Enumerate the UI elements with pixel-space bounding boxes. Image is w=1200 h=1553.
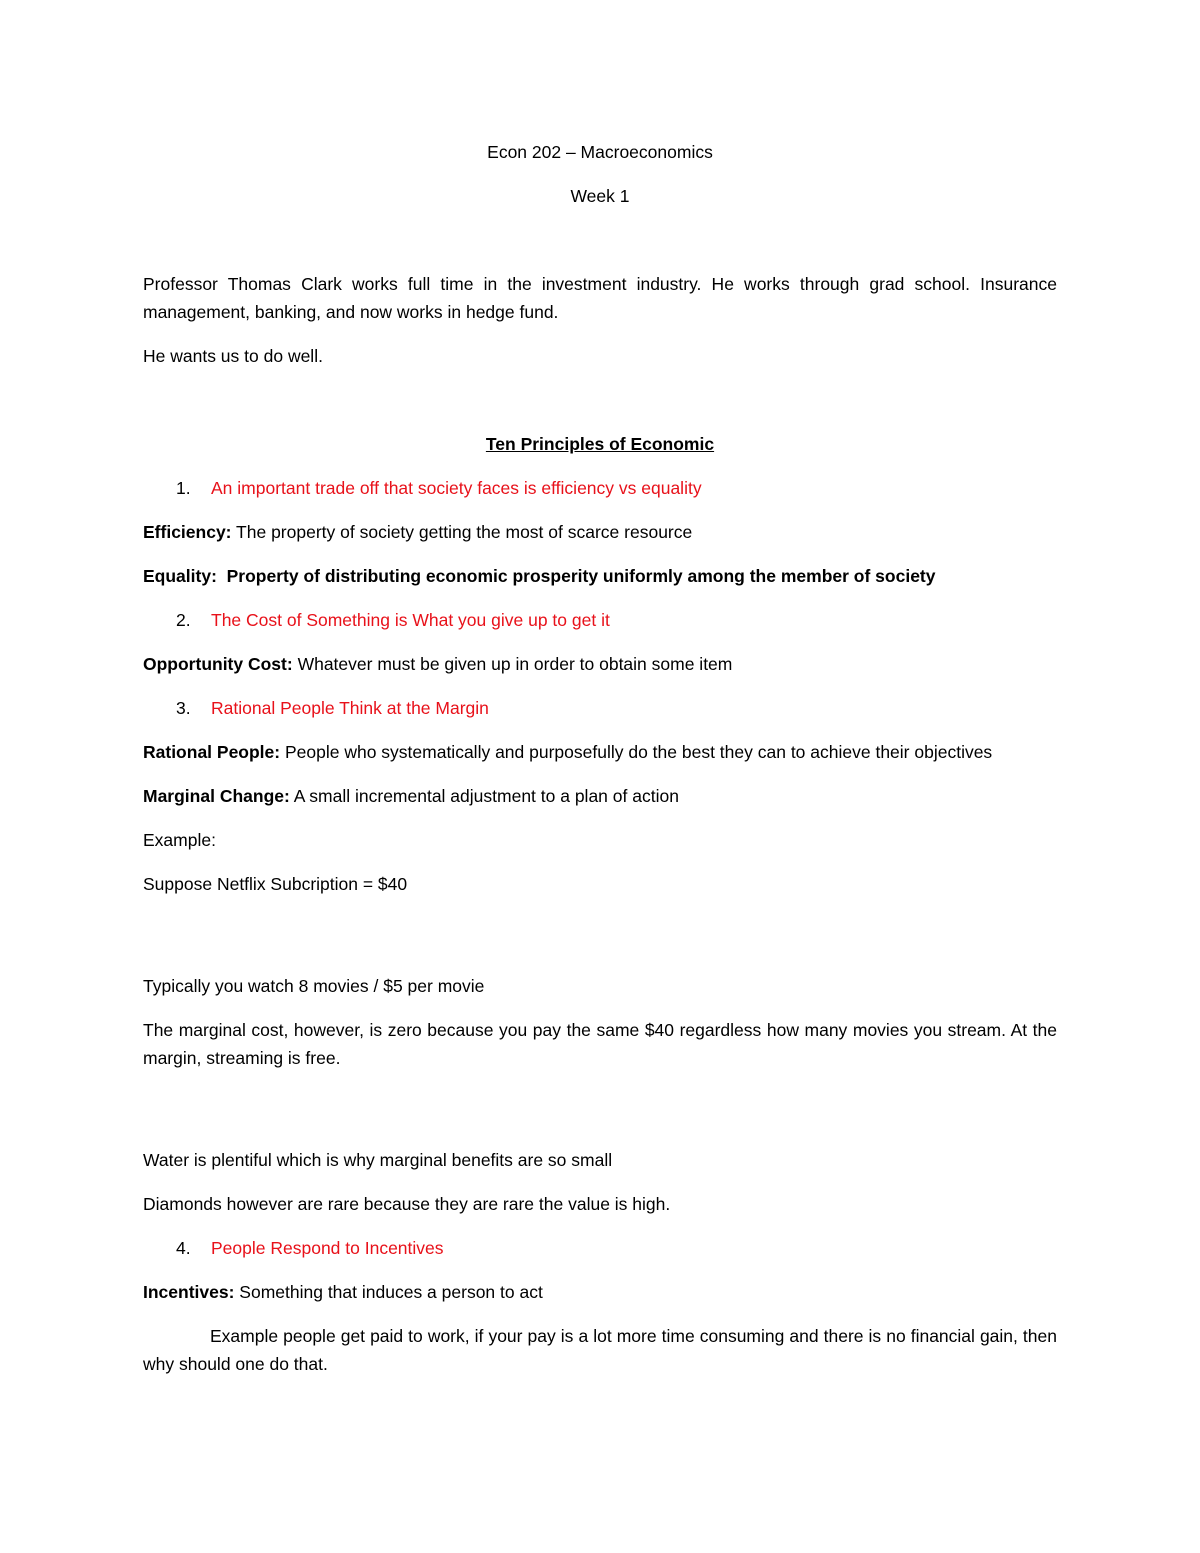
definition-text: The property of society getting the most of scarce resource (231, 522, 693, 542)
principle-text: An important trade off that society faces is efficiency vs equality (211, 478, 702, 498)
principle-number: 1. (176, 478, 191, 498)
spacer (143, 1088, 1057, 1146)
definition-incentives (143, 1278, 1057, 1306)
incentives-example-paragraph: Example people get paid to work, if your pay is a lot more time consuming and there is no financial gain, then why should one do that. (143, 1326, 1057, 1374)
term-label: Incentives: (143, 1282, 235, 1302)
principle-text: People Respond to Incentives (211, 1238, 444, 1258)
principle-text: The Cost of Something is What you give up to get it (211, 610, 610, 630)
principle-text: Rational People Think at the Margin (211, 698, 489, 718)
definition-text: Property of distributing economic prosperity uniformly among the member of society (216, 566, 936, 586)
week-label: Week 1 (570, 186, 630, 206)
document-title: Econ 202 – Macroeconomics (487, 142, 713, 162)
principle-item-4 (143, 1234, 1057, 1262)
principle-item-2 (143, 606, 1057, 634)
definition-text: Something that induces a person to act (234, 1282, 543, 1302)
marginal-cost-paragraph: The marginal cost, however, is zero because you pay the same $40 regardless how many movies you stream. At the margin, streaming is free. (143, 1020, 1057, 1068)
definition-text: Whatever must be given up in order to obtain some item (292, 654, 733, 674)
principle-number: 4. (176, 1238, 191, 1258)
definition-marginal-change (143, 782, 1057, 810)
spacer (143, 914, 1057, 972)
term-label: Equality: (143, 566, 217, 586)
example-label: Example: (143, 830, 216, 850)
definition-rational-people (143, 738, 1057, 766)
intro-paragraph: Professor Thomas Clark works full time in the investment industry. He works through grad school. Insurance management, banking, and now works in hedge fund. (143, 274, 1057, 322)
intro-paragraph-2: He wants us to do well. (143, 346, 323, 366)
definition-equality (143, 562, 1057, 590)
term-label: Marginal Change: (143, 786, 290, 806)
movies-line: Typically you watch 8 movies / $5 per movie (143, 976, 485, 996)
term-label: Efficiency: (143, 522, 232, 542)
definition-efficiency (143, 518, 1057, 546)
principle-number: 2. (176, 610, 191, 630)
diamonds-line: Diamonds however are rare because they are rare the value is high. (143, 1194, 671, 1214)
term-label: Opportunity Cost: (143, 654, 293, 674)
definition-text: People who systematically and purposefully do the best they can to achieve their objectives (280, 742, 993, 762)
definition-opportunity-cost (143, 650, 1057, 678)
principle-item-3 (143, 694, 1057, 722)
water-line: Water is plentiful which is why marginal benefits are so small (143, 1150, 613, 1170)
section-heading: Ten Principles of Economic (485, 434, 715, 454)
definition-text: A small incremental adjustment to a plan of action (289, 786, 679, 806)
netflix-line: Suppose Netflix Subcription = $40 (143, 874, 408, 894)
term-label: Rational People: (143, 742, 281, 762)
principle-number: 3. (176, 698, 191, 718)
principle-item-1 (143, 474, 1057, 502)
